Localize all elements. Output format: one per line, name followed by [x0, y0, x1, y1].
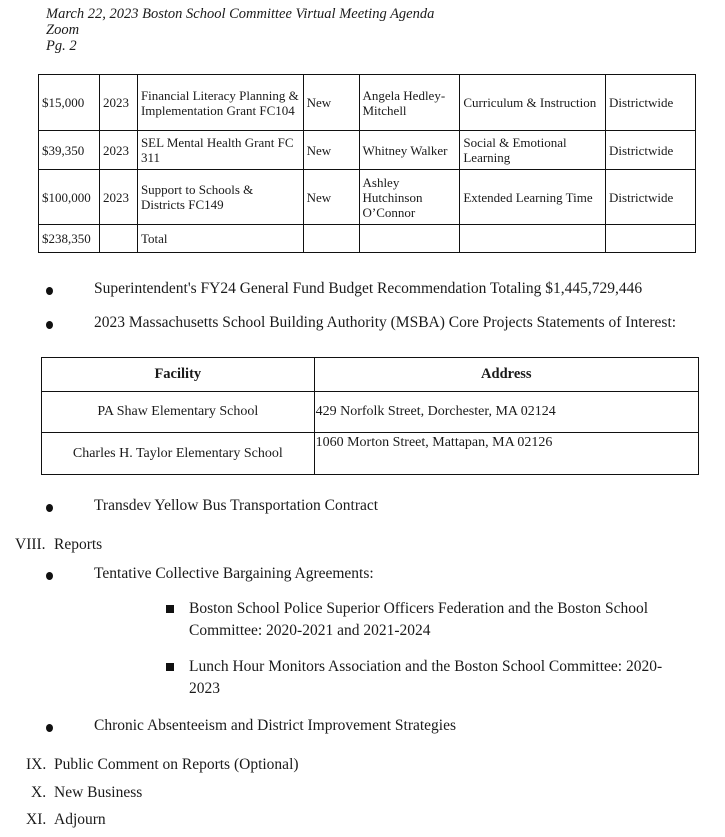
grant-department: Extended Learning Time: [460, 170, 606, 225]
grant-year: [99, 225, 137, 253]
grant-scope: Districtwide: [606, 75, 696, 131]
bullet-icon: [46, 287, 53, 295]
table-row: [39, 75, 696, 131]
grant-contact: Ashley Hutchinson O’Connor: [359, 170, 460, 225]
grant-scope: [606, 225, 696, 253]
grant-status: New: [303, 75, 359, 131]
sub-item-text: Lunch Hour Monitors Association and the Boston School Committee: 2020-2023: [189, 658, 663, 697]
table-row: [42, 433, 699, 475]
grant-amount: $39,350: [39, 131, 100, 170]
grant-name: Financial Literacy Planning & Implementation Grant FC104: [137, 75, 303, 131]
sub-item-text: Boston School Police Superior Officers Federation and the Boston School Committee: 2020-2021 and 2021-2024: [189, 600, 649, 639]
grant-name: SEL Mental Health Grant FC 311: [137, 131, 303, 170]
grant-contact: Whitney Walker: [359, 131, 460, 170]
section-title: Adjourn: [54, 811, 106, 828]
bullet-icon: [46, 572, 53, 580]
section-title: Reports: [54, 536, 103, 553]
table-row-total: [39, 225, 696, 253]
square-bullet-icon: [166, 605, 174, 613]
column-header-address: Address: [314, 358, 698, 392]
grant-department: Curriculum & Instruction: [460, 75, 606, 131]
facility-address: 429 Norfolk Street, Dorchester, MA 02124: [314, 392, 698, 433]
section-numeral: XI.: [26, 811, 47, 828]
section-numeral: X.: [31, 784, 47, 801]
table-row: [39, 170, 696, 225]
grant-contact: [359, 225, 460, 253]
grant-status: New: [303, 131, 359, 170]
bullet-text: Transdev Yellow Bus Transportation Contract: [94, 497, 379, 514]
column-header-facility: Facility: [42, 358, 315, 392]
bullet-icon: [46, 504, 53, 512]
grant-contact: Angela Hedley-Mitchell: [359, 75, 460, 131]
grant-amount: $15,000: [39, 75, 100, 131]
grant-status: New: [303, 170, 359, 225]
table-row: [39, 131, 696, 170]
grant-status: [303, 225, 359, 253]
facility-name: PA Shaw Elementary School: [42, 392, 315, 433]
square-bullet-icon: [166, 663, 174, 671]
bullet-text: Superintendent's FY24 General Fund Budget Recommendation Totaling $1,445,729,446: [94, 280, 643, 297]
grant-department: Social & Emotional Learning: [460, 131, 606, 170]
grant-amount: $100,000: [39, 170, 100, 225]
header-page-number: Pg. 2: [46, 38, 77, 54]
section-numeral: VIII.: [15, 536, 46, 553]
bullet-icon: [46, 321, 53, 329]
header-title: March 22, 2023 Boston School Committee Virtual Meeting Agenda: [46, 6, 435, 22]
header-platform: Zoom: [46, 22, 80, 38]
grant-name: Total: [137, 225, 303, 253]
page-header: [46, 6, 434, 54]
facility-name: Charles H. Taylor Elementary School: [42, 433, 315, 475]
table-row: [42, 392, 699, 433]
section-title: New Business: [54, 784, 143, 801]
section-numeral: IX.: [26, 756, 47, 773]
grant-year: 2023: [99, 75, 137, 131]
grant-name: Support to Schools & Districts FC149: [137, 170, 303, 225]
grant-amount: $238,350: [39, 225, 100, 253]
grant-scope: Districtwide: [606, 170, 696, 225]
table-header-row: [42, 358, 699, 392]
bullet-text: Chronic Absenteeism and District Improvement Strategies: [94, 717, 457, 734]
bullet-text: 2023 Massachusetts School Building Authority (MSBA) Core Projects Statements of Interest:: [94, 314, 677, 331]
facility-address: 1060 Morton Street, Mattapan, MA 02126: [314, 433, 698, 475]
section-title: Public Comment on Reports (Optional): [54, 756, 299, 773]
grants-table: [38, 74, 696, 253]
grant-department: [460, 225, 606, 253]
bullet-icon: [46, 724, 53, 732]
facilities-table: [41, 357, 699, 475]
grant-scope: Districtwide: [606, 131, 696, 170]
bullet-text: Tentative Collective Bargaining Agreements:: [94, 565, 374, 582]
grant-year: 2023: [99, 170, 137, 225]
grant-year: 2023: [99, 131, 137, 170]
